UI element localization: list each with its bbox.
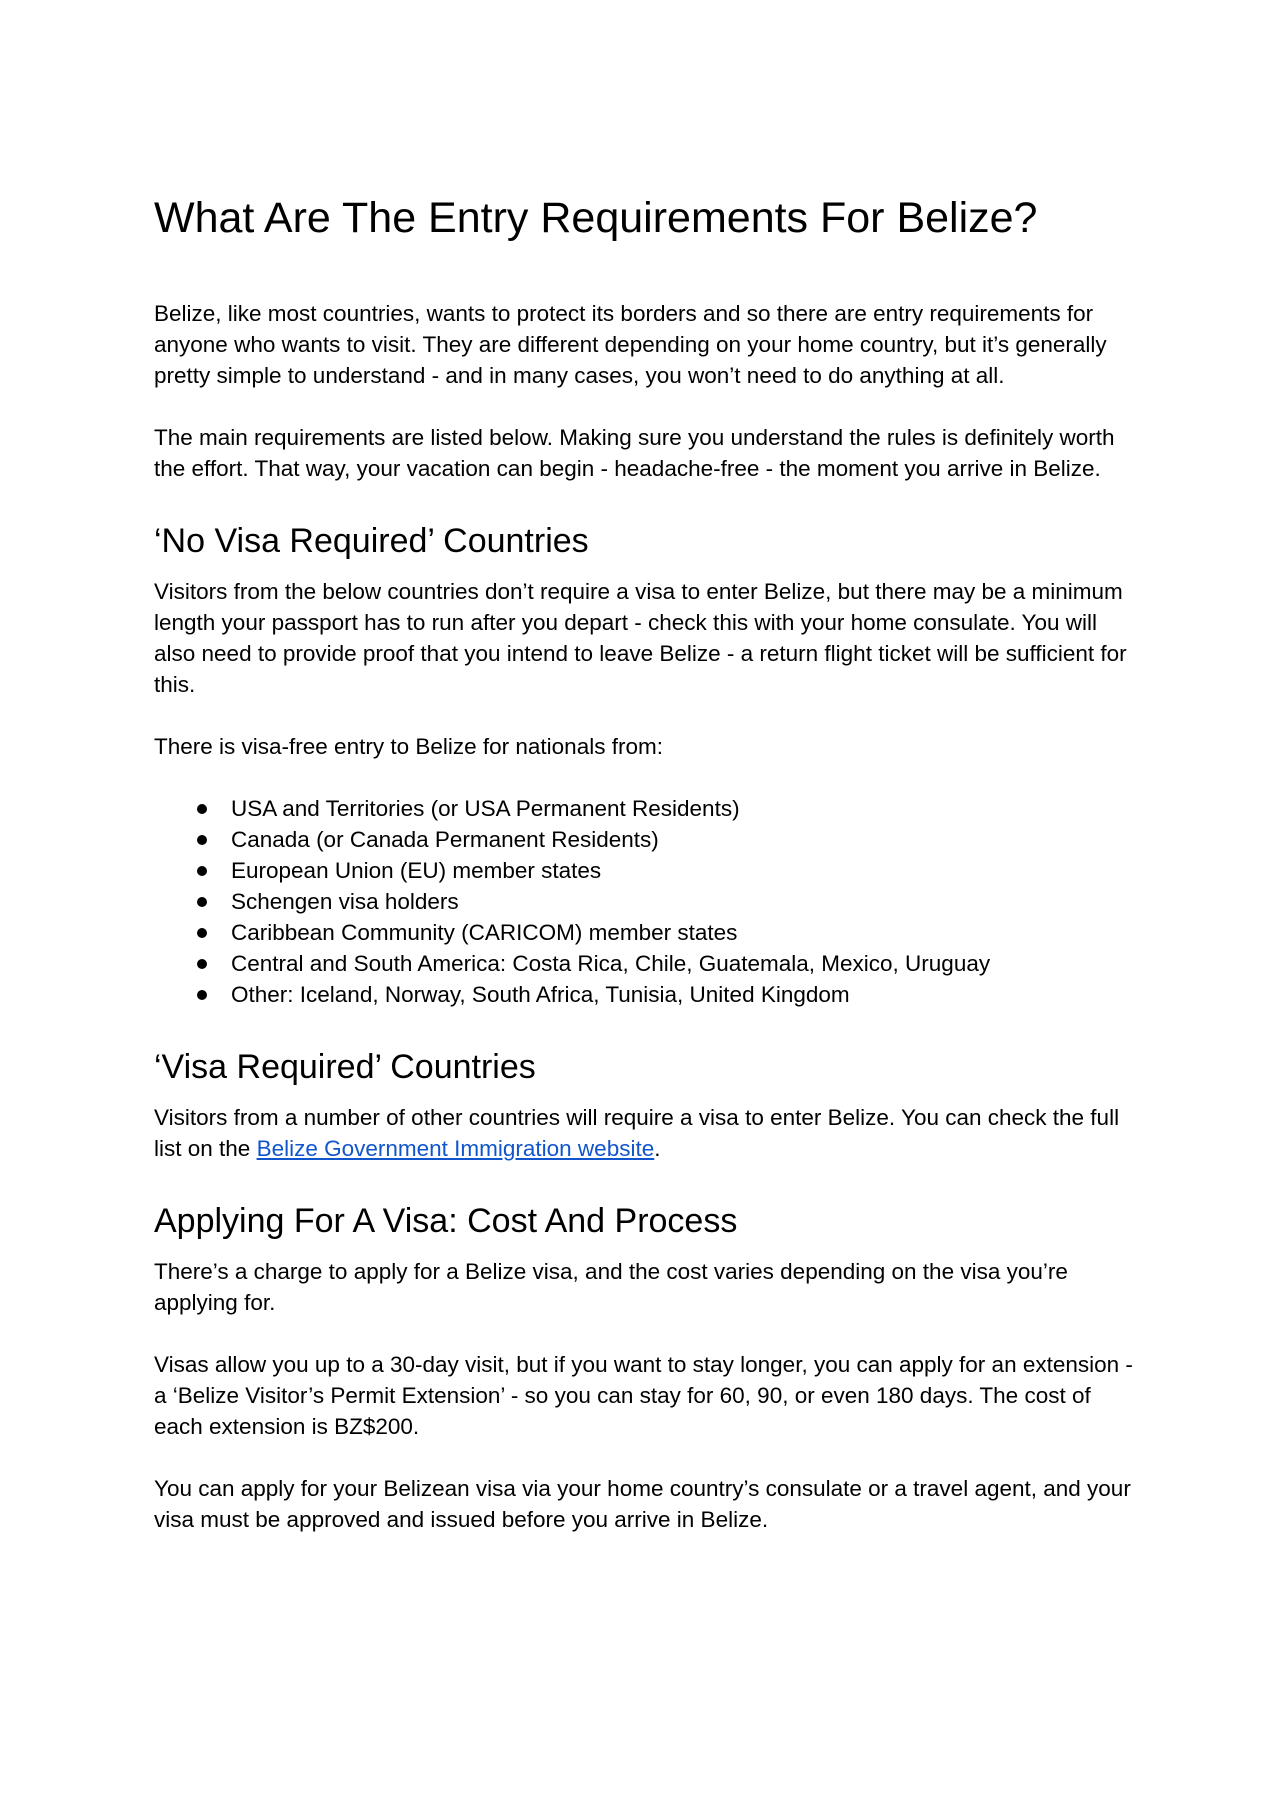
bullet-icon (197, 804, 207, 814)
applying-heading: Applying For A Visa: Cost And Process (154, 1202, 738, 1240)
list-item (154, 855, 1134, 886)
no-visa-paragraph-2: There is visa-free entry to Belize for nationals from: (154, 734, 663, 759)
intro-paragraph-1: Belize, like most countries, wants to protect its borders and so there are entry requirements for anyone who wants to visit. They are different depending on your home country, but it’s generally pretty simple to understand - and in many cases, you won’t need to do anything at all. (154, 301, 1107, 388)
bullet-icon (197, 959, 207, 969)
list-item (154, 824, 1134, 855)
bullet-icon (197, 866, 207, 876)
page-title: What Are The Entry Requirements For Belize? (154, 194, 1038, 242)
list-item-text: USA and Territories (or USA Permanent Residents) (231, 796, 740, 821)
list-item (154, 917, 1134, 948)
list-item-text: Central and South America: Costa Rica, Chile, Guatemala, Mexico, Uruguay (231, 951, 991, 976)
list-item-text: Caribbean Community (CARICOM) member states (231, 920, 738, 945)
list-item (154, 886, 1134, 917)
bullet-icon (197, 990, 207, 1000)
list-item (154, 979, 1134, 1010)
bullet-icon (197, 897, 207, 907)
list-item-text: Schengen visa holders (231, 889, 459, 914)
list-item (154, 948, 1134, 979)
no-visa-paragraph-1: Visitors from the below countries don’t require a visa to enter Belize, but there may be a minimum length your passport has to run after you depart - check this with your home consulate. You will also need to provide proof that you intend to leave Belize - a return flight ticket will be sufficient for this. (154, 579, 1127, 697)
document-body (154, 188, 1134, 1566)
visa-required-text: Visitors from a number of other countries will require a visa to enter Belize. You can check the full list on the (154, 1105, 1120, 1161)
visa-required-text-end: . (654, 1136, 661, 1161)
visa-free-country-list (154, 793, 1134, 1010)
applying-paragraph-1: There’s a charge to apply for a Belize visa, and the cost varies depending on the visa you’re applying for. (154, 1259, 1068, 1315)
no-visa-heading: ‘No Visa Required’ Countries (154, 522, 589, 560)
list-item-text: Other: Iceland, Norway, South Africa, Tunisia, United Kingdom (231, 982, 850, 1007)
list-item-text: Canada (or Canada Permanent Residents) (231, 827, 659, 852)
applying-paragraph-3: You can apply for your Belizean visa via your home country’s consulate or a travel agent, and your visa must be approved and issued before you arrive in Belize. (154, 1476, 1131, 1532)
immigration-website-link[interactable]: Belize Government Immigration website (256, 1136, 655, 1161)
bullet-icon (197, 928, 207, 938)
list-item-text: European Union (EU) member states (231, 858, 602, 883)
bullet-icon (197, 835, 207, 845)
applying-paragraph-2: Visas allow you up to a 30-day visit, but if you want to stay longer, you can apply for an extension - a ‘Belize Visitor’s Permit Extension’ - so you can stay for 60, 90, or even 180 days. The cost of each extension is BZ$200. (154, 1352, 1133, 1439)
visa-required-heading: ‘Visa Required’ Countries (154, 1048, 536, 1086)
intro-paragraph-2: The main requirements are listed below. Making sure you understand the rules is definitely worth the effort. That way, your vacation can begin - headache-free - the moment you arrive in Belize. (154, 425, 1115, 481)
visa-required-paragraph (154, 1102, 1134, 1164)
list-item (154, 793, 1134, 824)
